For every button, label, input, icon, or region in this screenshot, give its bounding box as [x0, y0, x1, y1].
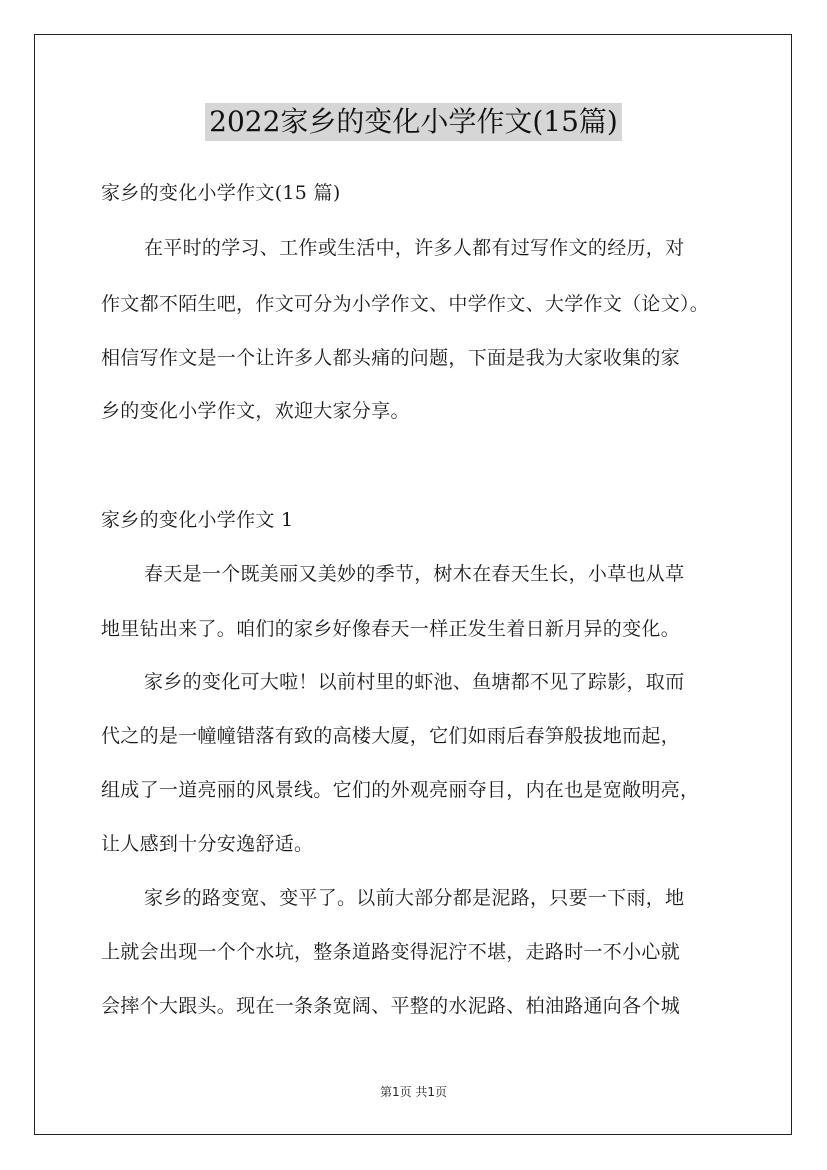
para2-line-1: 家乡的变化可大啦！以前村里的虾池、鱼塘都不见了踪影，取而 [144, 671, 685, 693]
para2-line-3: 组成了一道亮丽的风景线。它们的外观亮丽夺目，内在也是宽敞明亮， [101, 779, 700, 801]
para3-line-1: 家乡的路变宽、变平了。以前大部分都是泥路，只要一下雨，地 [144, 887, 685, 909]
subtitle: 家乡的变化小学作文(15 篇) [101, 182, 341, 204]
para2-line-4: 让人感到十分安逸舒适。 [101, 833, 314, 855]
intro-line-2: 作文都不陌生吧，作文可分为小学作文、中学作文、大学作文（论文）。 [101, 293, 710, 315]
para2-line-2: 代之的是一幢幢错落有致的高楼大厦，它们如雨后春笋般拔地而起， [101, 725, 681, 747]
document-title: 2022家乡的变化小学作文(15篇) [205, 103, 622, 141]
para1-line-1: 春天是一个既美丽又美妙的季节，树木在春天生长，小草也从草 [144, 563, 685, 585]
para3-line-3: 会摔个大跟头。现在一条条宽阔、平整的水泥路、柏油路通向各个城 [101, 995, 681, 1017]
intro-line-4: 乡的变化小学作文，欢迎大家分享。 [101, 400, 410, 422]
title-container [0, 103, 827, 141]
intro-line-1: 在平时的学习、工作或生活中，许多人都有过写作文的经历，对 [144, 237, 685, 259]
para3-line-2: 上就会出现一个个水坑，整条道路变得泥泞不堪，走路时一不小心就 [101, 941, 681, 963]
para1-line-2: 地里钻出来了。咱们的家乡好像春天一样正发生着日新月异的变化。 [101, 618, 681, 640]
page-footer: 第1页 共1页 [379, 1085, 448, 1099]
section-heading: 家乡的变化小学作文 1 [101, 509, 294, 531]
intro-line-3: 相信写作文是一个让许多人都头痛的问题，下面是我为大家收集的家 [101, 347, 681, 369]
